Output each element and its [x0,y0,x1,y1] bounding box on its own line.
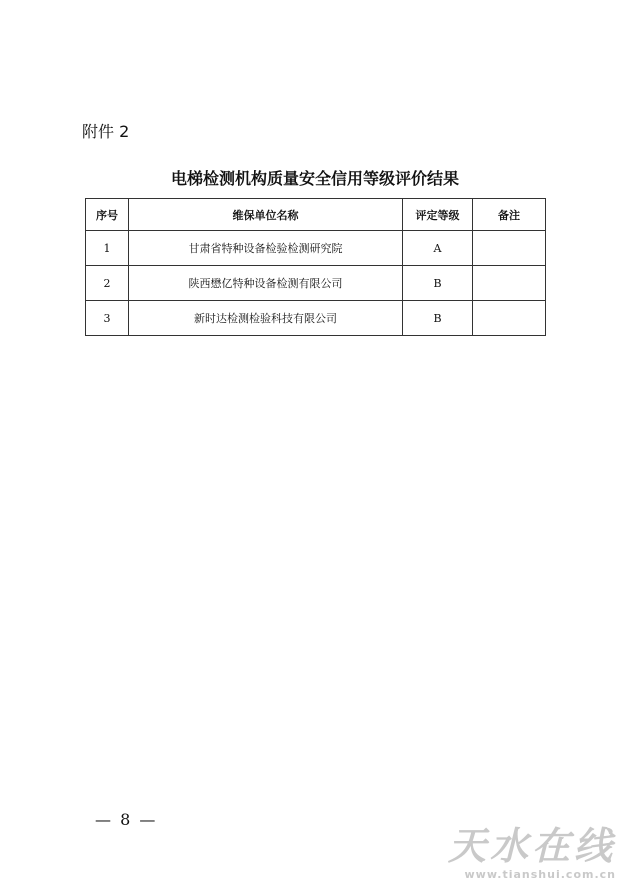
header-unit-name: 维保单位名称 [129,199,403,231]
cell-unit-name: 陕西懋亿特种设备检测有限公司 [129,266,403,301]
header-serial-no: 序号 [86,199,129,231]
table-header-row [86,199,546,231]
cell-remarks [473,231,546,266]
table-row [86,266,546,301]
cell-serial-no: 2 [86,266,129,301]
table-row [86,301,546,336]
cell-serial-no: 3 [86,301,129,336]
cell-grade: B [403,301,473,336]
document-title: 电梯检测机构质量安全信用等级评价结果 [170,169,459,188]
cell-unit-name: 新时达检测检验科技有限公司 [129,301,403,336]
evaluation-result-table [85,198,546,336]
cell-grade: B [403,266,473,301]
cell-grade: A [403,231,473,266]
cell-serial-no: 1 [86,231,129,266]
cell-unit-name: 甘肃省特种设备检验检测研究院 [129,231,403,266]
table-row [86,231,546,266]
watermark-text: 天水在线 [447,823,616,868]
cell-remarks [473,266,546,301]
attachment-label: 附件 2 [82,122,130,141]
header-remarks: 备注 [473,199,546,231]
watermark-url: www.tianshui.com.cn [464,868,616,881]
cell-remarks [473,301,546,336]
header-grade: 评定等级 [403,199,473,231]
page-number: — 8 — [95,810,158,829]
site-watermark [436,824,616,882]
